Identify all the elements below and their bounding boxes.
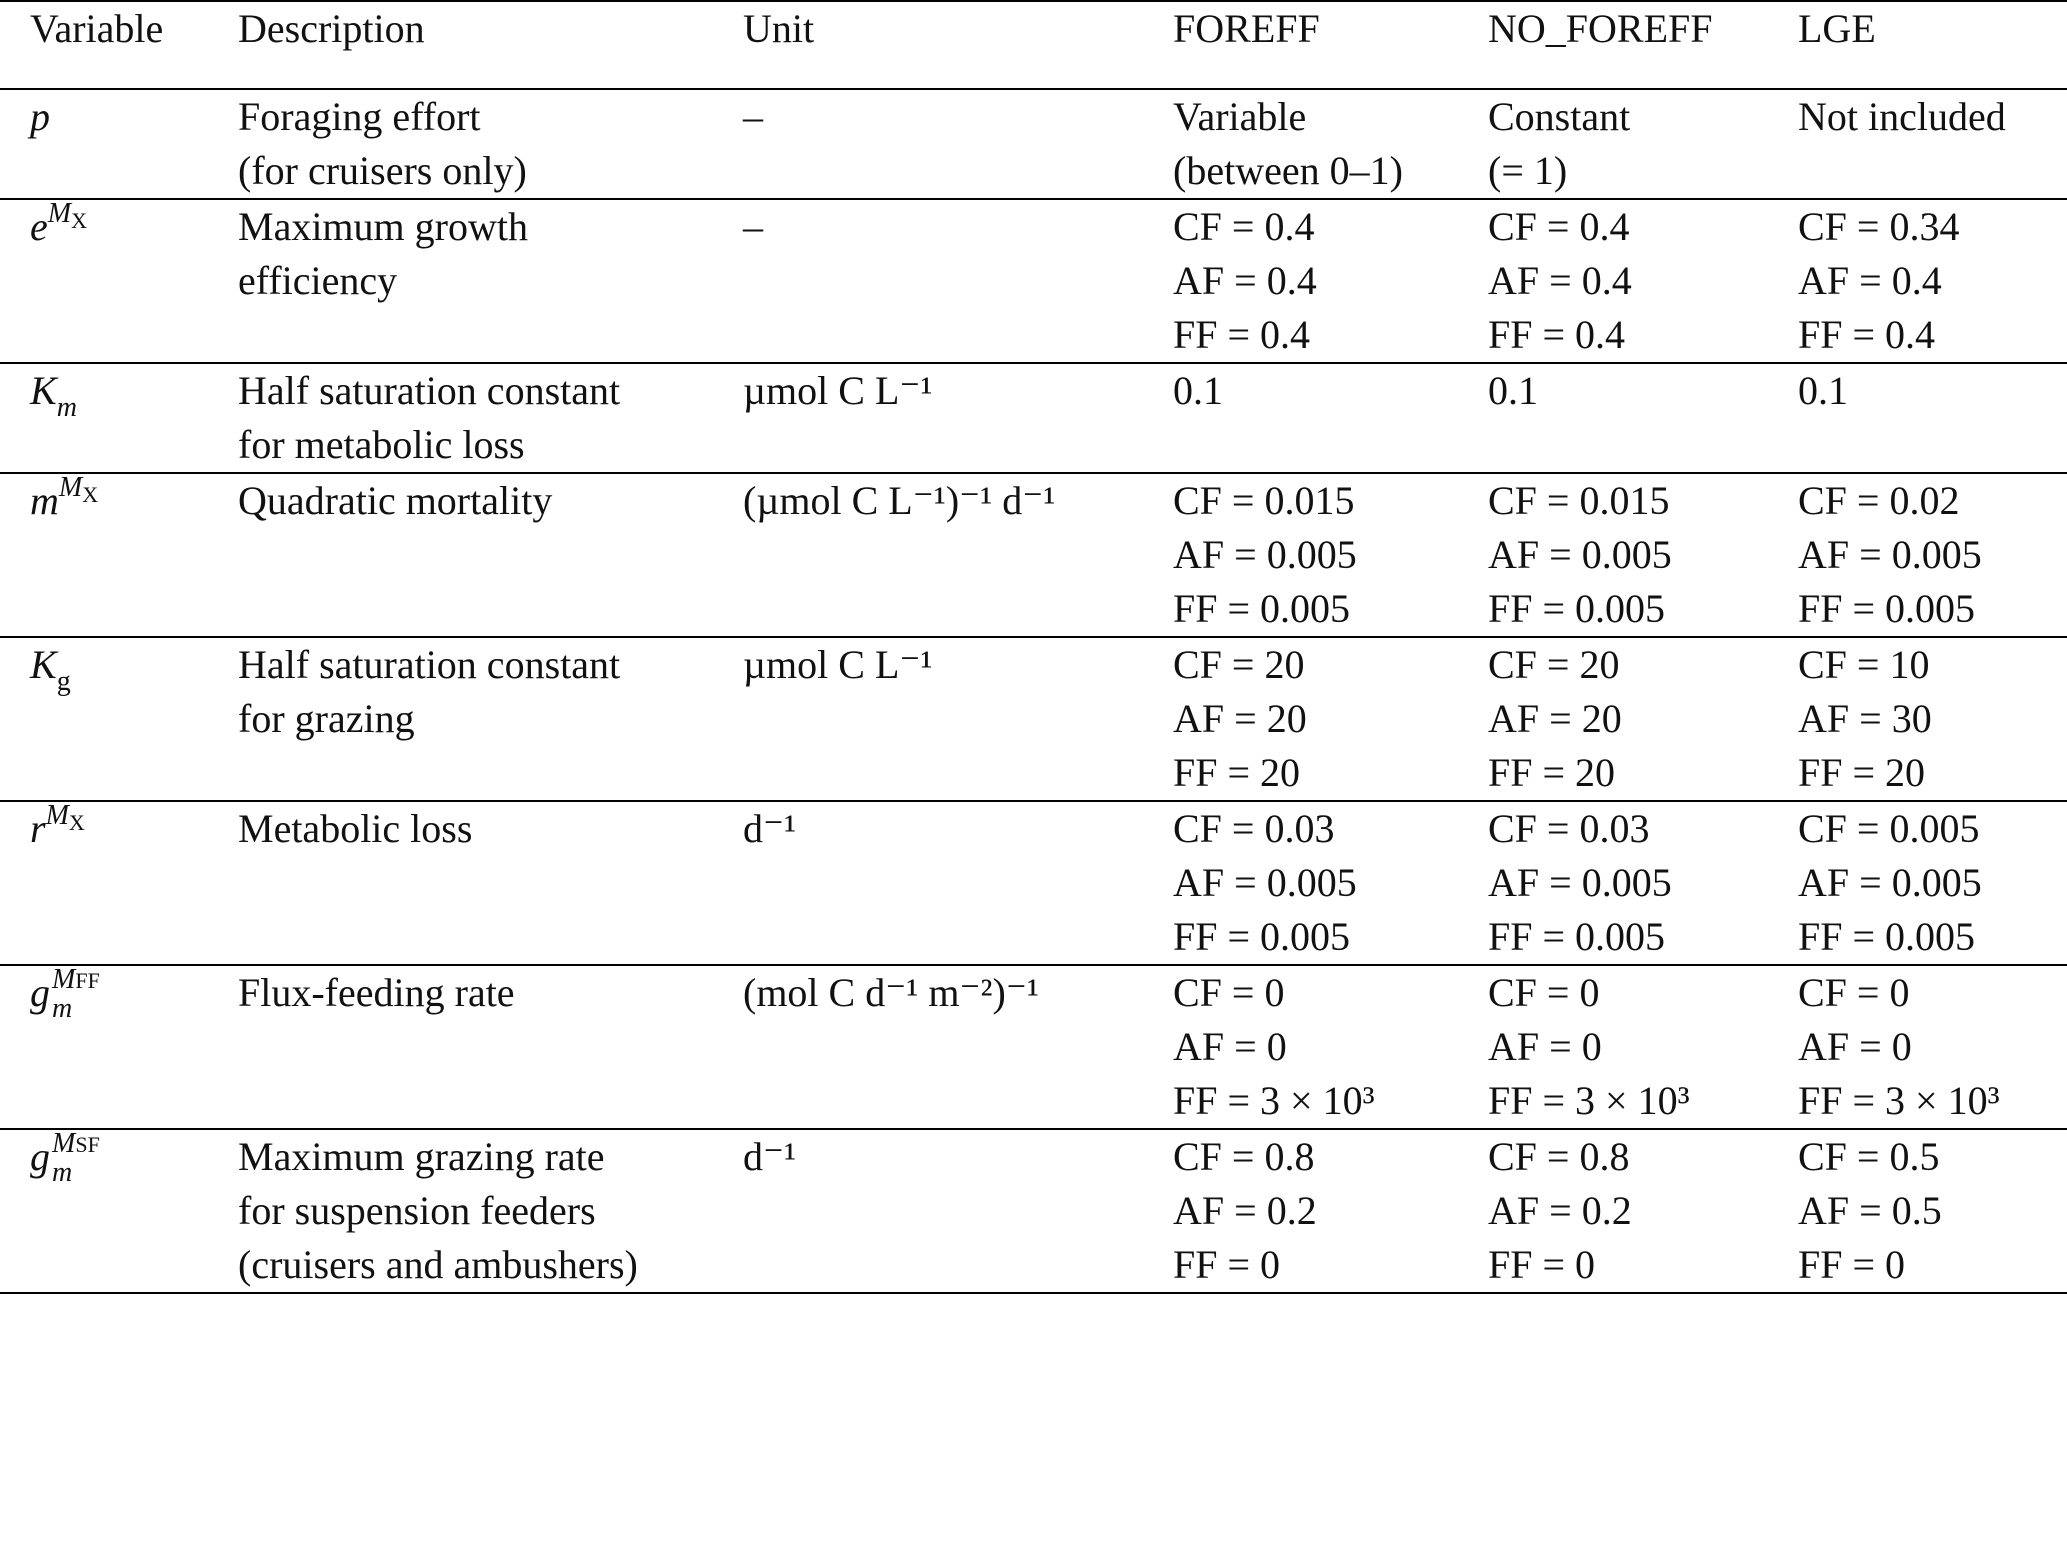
unit-cell	[743, 363, 1173, 473]
table-row	[0, 363, 2067, 473]
foreff-cell-line: AF = 0.005	[1173, 532, 1357, 577]
lge-cell	[1798, 473, 2067, 637]
lge-cell	[1798, 89, 2067, 199]
symbol-sup-subscript: SF	[75, 1132, 100, 1157]
no-foreff-cell-line: (= 1)	[1488, 148, 1568, 193]
table-row	[0, 637, 2067, 801]
symbol-superscript	[58, 472, 99, 507]
symbol-base: K	[30, 368, 57, 413]
unit-text: –	[743, 94, 763, 139]
no-foreff-cell	[1488, 89, 1798, 199]
foreff-cell	[1173, 1129, 1488, 1293]
unit-text: (µmol C L⁻¹)⁻¹ d⁻¹	[743, 478, 1056, 523]
unit-text: µmol C L⁻¹	[743, 642, 933, 687]
description-cell-line: for grazing	[238, 696, 415, 741]
unit-cell	[743, 1129, 1173, 1293]
unit-text: d⁻¹	[743, 1134, 797, 1179]
foreff-cell	[1173, 637, 1488, 801]
lge-cell-line: FF = 0.005	[1798, 586, 1976, 631]
lge-cell-line: CF = 0.5	[1798, 1134, 1940, 1179]
description-cell	[238, 965, 743, 1129]
foreff-cell-line: CF = 0.015	[1173, 478, 1355, 523]
description-cell	[238, 473, 743, 637]
foreff-cell-line: CF = 20	[1173, 642, 1305, 687]
foreff-cell-line: FF = 20	[1173, 750, 1301, 795]
foreff-cell-line: AF = 0.005	[1173, 860, 1357, 905]
lge-cell	[1798, 1129, 2067, 1293]
variable-symbol	[30, 964, 100, 1024]
lge-cell-line: AF = 30	[1798, 696, 1932, 741]
variable-symbol	[30, 94, 50, 139]
symbol-sup-subscript: X	[71, 208, 87, 233]
lge-cell-line: FF = 0.4	[1798, 312, 1936, 357]
symbol-base: e	[30, 204, 48, 249]
lge-cell-line: Not included	[1798, 94, 2006, 139]
lge-cell-line: AF = 0.4	[1798, 258, 1942, 303]
description-cell-line: Metabolic loss	[238, 806, 473, 851]
description-cell	[238, 637, 743, 801]
symbol-subscript: m	[56, 392, 77, 423]
lge-cell-line: CF = 0.34	[1798, 204, 1960, 249]
foreff-cell-line: AF = 0.4	[1173, 258, 1317, 303]
lge-cell-line: AF = 0.005	[1798, 860, 1982, 905]
unit-cell	[743, 473, 1173, 637]
symbol-sup-subscript: X	[68, 810, 85, 835]
foreff-cell-line: FF = 0.4	[1173, 312, 1311, 357]
symbol-subscript: g	[56, 666, 71, 697]
description-cell	[238, 89, 743, 199]
description-cell-line: Maximum grazing rate	[238, 1134, 605, 1179]
variable-symbol-cell	[0, 801, 238, 965]
lge-cell-line: AF = 0.5	[1798, 1188, 1942, 1233]
symbol-sup-main: M	[52, 1128, 76, 1159]
description-cell-line: Quadratic mortality	[238, 478, 553, 523]
lge-cell	[1798, 637, 2067, 801]
description-cell-line: Half saturation constant	[238, 368, 621, 413]
lge-cell-line: AF = 0	[1798, 1024, 1912, 1069]
description-cell-line: Maximum growth	[238, 204, 528, 249]
symbol-sup-main: M	[58, 472, 83, 503]
lge-cell-line: FF = 3 × 10³	[1798, 1078, 2000, 1123]
no-foreff-cell-line: CF = 0.4	[1488, 204, 1630, 249]
no-foreff-cell	[1488, 473, 1798, 637]
header-foreff: FOREFF	[1173, 6, 1320, 51]
unit-cell	[743, 89, 1173, 199]
symbol-sup-sub	[52, 966, 100, 1023]
description-cell-line: efficiency	[238, 258, 398, 303]
foreff-cell-line: FF = 3 × 10³	[1173, 1078, 1375, 1123]
no-foreff-cell-line: FF = 0	[1488, 1242, 1596, 1287]
unit-cell	[743, 801, 1173, 965]
no-foreff-cell-line: AF = 0.4	[1488, 258, 1632, 303]
description-cell	[238, 801, 743, 965]
foreff-cell-line: Variable	[1173, 94, 1307, 139]
header-description: Description	[238, 6, 425, 51]
symbol-base: m	[30, 478, 59, 523]
no-foreff-cell-line: AF = 0.2	[1488, 1188, 1632, 1233]
foreff-cell	[1173, 965, 1488, 1129]
symbol-sup-main: M	[52, 964, 76, 995]
table-row	[0, 965, 2067, 1129]
description-cell	[238, 1129, 743, 1293]
variable-symbol-cell	[0, 1129, 238, 1293]
table-row	[0, 473, 2067, 637]
variable-symbol	[30, 1128, 100, 1188]
table-row	[0, 199, 2067, 363]
foreff-cell-line: CF = 0.4	[1173, 204, 1315, 249]
unit-cell	[743, 199, 1173, 363]
foreff-cell	[1173, 199, 1488, 363]
header-no-foreff: NO_FOREFF	[1488, 6, 1713, 51]
lge-cell-line: CF = 10	[1798, 642, 1930, 687]
description-cell-line: Flux-feeding rate	[238, 970, 515, 1015]
variable-symbol-cell	[0, 89, 238, 199]
no-foreff-cell-line: AF = 0.005	[1488, 860, 1672, 905]
unit-text: –	[743, 204, 763, 249]
symbol-superscript	[52, 1130, 100, 1159]
header-row	[0, 1, 2067, 89]
symbol-superscript	[52, 966, 100, 995]
table-row	[0, 89, 2067, 199]
variable-symbol-cell	[0, 637, 238, 801]
symbol-sup-subscript: X	[82, 482, 99, 507]
foreff-cell-line: FF = 0.005	[1173, 914, 1351, 959]
description-cell-line: for metabolic loss	[238, 422, 525, 467]
foreff-cell	[1173, 89, 1488, 199]
no-foreff-cell-line: CF = 0.03	[1488, 806, 1650, 851]
lge-cell	[1798, 965, 2067, 1129]
foreff-cell-line: CF = 0.03	[1173, 806, 1335, 851]
symbol-sup-main: M	[45, 800, 69, 831]
table-row	[0, 1129, 2067, 1293]
description-cell	[238, 199, 743, 363]
no-foreff-cell-line: CF = 0.8	[1488, 1134, 1630, 1179]
unit-cell	[743, 637, 1173, 801]
no-foreff-cell	[1488, 363, 1798, 473]
lge-cell	[1798, 801, 2067, 965]
no-foreff-cell-line: FF = 3 × 10³	[1488, 1078, 1690, 1123]
foreff-cell-line: (between 0–1)	[1173, 148, 1403, 193]
symbol-base: K	[30, 642, 57, 687]
foreff-cell-line: CF = 0.8	[1173, 1134, 1315, 1179]
no-foreff-cell-line: 0.1	[1488, 368, 1538, 413]
symbol-subscript: m	[52, 993, 73, 1024]
no-foreff-cell	[1488, 1129, 1798, 1293]
no-foreff-cell	[1488, 637, 1798, 801]
description-cell-line: Half saturation constant	[238, 642, 621, 687]
lge-cell-line: 0.1	[1798, 368, 1848, 413]
no-foreff-cell-line: AF = 0	[1488, 1024, 1602, 1069]
symbol-superscript	[47, 198, 87, 233]
no-foreff-cell	[1488, 199, 1798, 363]
description-cell-line: (for cruisers only)	[238, 148, 527, 193]
no-foreff-cell-line: AF = 0.005	[1488, 532, 1672, 577]
header-unit: Unit	[743, 6, 815, 51]
no-foreff-cell	[1488, 965, 1798, 1129]
symbol-superscript	[45, 800, 85, 835]
foreff-cell-line: CF = 0	[1173, 970, 1285, 1015]
lge-cell-line: CF = 0	[1798, 970, 1910, 1015]
variable-symbol-cell	[0, 965, 238, 1129]
foreff-cell-line: FF = 0	[1173, 1242, 1281, 1287]
foreff-cell	[1173, 801, 1488, 965]
lge-cell-line: FF = 20	[1798, 750, 1926, 795]
variable-symbol-cell	[0, 199, 238, 363]
symbol-base: p	[30, 94, 50, 139]
symbol-base: r	[30, 806, 46, 851]
foreff-cell-line: AF = 0	[1173, 1024, 1287, 1069]
variable-symbol	[30, 800, 85, 851]
no-foreff-cell-line: Constant	[1488, 94, 1631, 139]
unit-text: µmol C L⁻¹	[743, 368, 933, 413]
variable-symbol-cell	[0, 363, 238, 473]
lge-cell-line: AF = 0.005	[1798, 532, 1982, 577]
symbol-base: g	[30, 970, 50, 1015]
no-foreff-cell-line: CF = 0.015	[1488, 478, 1670, 523]
lge-cell-line: CF = 0.005	[1798, 806, 1980, 851]
unit-text: d⁻¹	[743, 806, 797, 851]
variable-symbol	[30, 642, 71, 697]
variable-symbol	[30, 368, 77, 423]
symbol-subscript: m	[52, 1157, 73, 1188]
symbol-sup-sub	[52, 1130, 100, 1187]
description-cell-line: Foraging effort	[238, 94, 481, 139]
variable-symbol	[30, 472, 99, 523]
symbol-sup-subscript: FF	[75, 968, 100, 993]
foreff-cell-line: FF = 0.005	[1173, 586, 1351, 631]
table-row	[0, 801, 2067, 965]
no-foreff-cell-line: FF = 0.005	[1488, 586, 1666, 631]
no-foreff-cell-line: FF = 20	[1488, 750, 1616, 795]
variable-symbol-cell	[0, 473, 238, 637]
lge-cell-line: CF = 0.02	[1798, 478, 1960, 523]
foreff-cell	[1173, 473, 1488, 637]
no-foreff-cell-line: CF = 20	[1488, 642, 1620, 687]
description-cell-line: for suspension feeders	[238, 1188, 596, 1233]
foreff-cell	[1173, 363, 1488, 473]
no-foreff-cell-line: FF = 0.4	[1488, 312, 1626, 357]
unit-cell	[743, 965, 1173, 1129]
lge-cell	[1798, 199, 2067, 363]
header-variable: Variable	[30, 6, 164, 51]
symbol-base: g	[30, 1134, 50, 1179]
description-cell-line: (cruisers and ambushers)	[238, 1242, 638, 1287]
no-foreff-cell-line: CF = 0	[1488, 970, 1600, 1015]
header-lge: LGE	[1798, 6, 1876, 51]
no-foreff-cell	[1488, 801, 1798, 965]
variable-symbol	[30, 198, 87, 249]
foreff-cell-line: AF = 0.2	[1173, 1188, 1317, 1233]
foreff-cell-line: 0.1	[1173, 368, 1223, 413]
symbol-sup-main: M	[47, 198, 72, 229]
no-foreff-cell-line: FF = 0.005	[1488, 914, 1666, 959]
foreff-cell-line: AF = 20	[1173, 696, 1307, 741]
unit-text: (mol C d⁻¹ m⁻²)⁻¹	[743, 970, 1039, 1015]
lge-cell-line: FF = 0	[1798, 1242, 1906, 1287]
lge-cell	[1798, 363, 2067, 473]
no-foreff-cell-line: AF = 20	[1488, 696, 1622, 741]
lge-cell-line: FF = 0.005	[1798, 914, 1976, 959]
table-body	[0, 89, 2067, 1293]
description-cell	[238, 363, 743, 473]
